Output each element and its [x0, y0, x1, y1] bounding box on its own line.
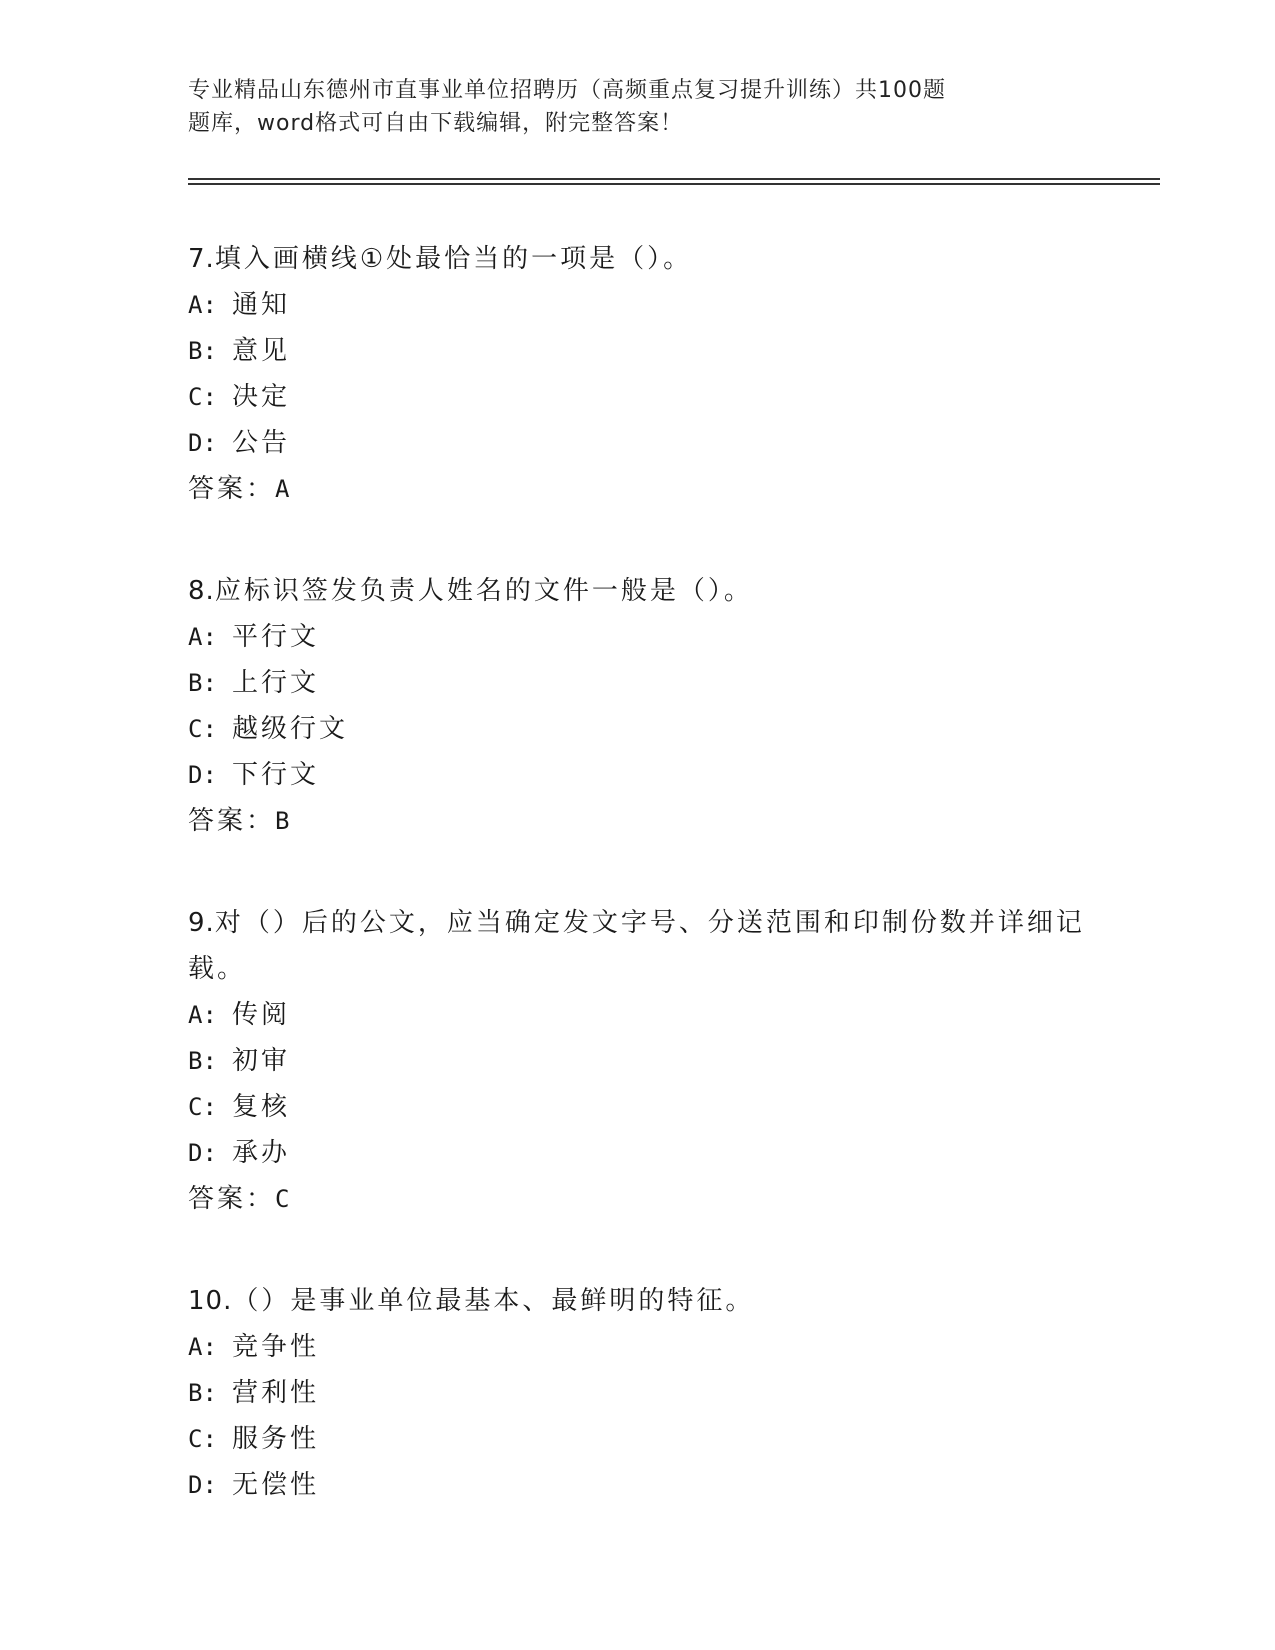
option-text: 初审 [232, 1046, 291, 1076]
option-key: C: [188, 383, 217, 411]
option-key: B: [188, 1047, 217, 1075]
option-text: 公告 [232, 428, 291, 458]
question-number: 8. [188, 576, 215, 606]
question-stem: 应标识签发负责人姓名的文件一般是（）。 [214, 576, 753, 606]
option-text: 传阅 [232, 1000, 291, 1030]
option-text: 承办 [232, 1138, 291, 1168]
option-c [188, 1084, 1088, 1130]
option-c [188, 1416, 1088, 1462]
option-d [188, 1130, 1088, 1176]
option-text: 意见 [232, 336, 291, 366]
answer-value: B [275, 807, 292, 835]
option-text: 通知 [232, 290, 291, 320]
option-key: D: [188, 1139, 217, 1167]
option-a [188, 614, 1088, 660]
option-d [188, 420, 1088, 466]
option-b [188, 328, 1088, 374]
option-key: C: [188, 1425, 217, 1453]
header-line-2: 题库，word格式可自由下载编辑，附完整答案！ [188, 111, 684, 136]
header-divider-bottom [188, 183, 1160, 185]
document-header [188, 74, 1018, 140]
option-key: A: [188, 1333, 217, 1361]
option-b [188, 1038, 1088, 1084]
answer-value: C [275, 1185, 292, 1213]
answer-line [188, 798, 1088, 844]
question-number: 9. [188, 908, 215, 938]
question-stem: （）是事业单位最基本、最鲜明的特征。 [232, 1286, 755, 1316]
question-text [188, 568, 1088, 614]
option-key: B: [188, 669, 217, 697]
option-text: 平行文 [232, 622, 320, 652]
answer-label: 答案： [188, 1184, 276, 1214]
option-text: 服务性 [232, 1424, 320, 1454]
option-key: D: [188, 429, 217, 457]
question-text [188, 236, 1088, 282]
question-stem: 对（）后的公文，应当确定发文字号、分送范围和印制份数并详细记载。 [188, 908, 1085, 984]
option-b [188, 1370, 1088, 1416]
option-key: B: [188, 337, 217, 365]
option-a [188, 1324, 1088, 1370]
option-c [188, 706, 1088, 752]
option-text: 竞争性 [232, 1332, 320, 1362]
answer-label: 答案： [188, 474, 276, 504]
option-b [188, 660, 1088, 706]
option-text: 复核 [232, 1092, 291, 1122]
answer-line [188, 466, 1088, 512]
question-number: 7. [188, 244, 215, 274]
option-key: A: [188, 623, 217, 651]
option-key: D: [188, 1471, 217, 1499]
option-key: C: [188, 1093, 217, 1121]
header-line-1: 专业精品山东德州市直事业单位招聘历（高频重点复习提升训练）共100题 [188, 78, 946, 103]
question-item [188, 236, 1088, 512]
option-a [188, 992, 1088, 1038]
answer-value: A [275, 475, 292, 503]
option-a [188, 282, 1088, 328]
question-item [188, 1278, 1088, 1508]
question-item [188, 900, 1088, 1222]
answer-label: 答案： [188, 806, 276, 836]
option-key: C: [188, 715, 217, 743]
header-divider-top [188, 178, 1160, 180]
option-d [188, 752, 1088, 798]
question-text [188, 900, 1088, 992]
option-key: B: [188, 1379, 217, 1407]
question-text [188, 1278, 1088, 1324]
option-text: 决定 [232, 382, 291, 412]
option-text: 无偿性 [232, 1470, 320, 1500]
answer-line [188, 1176, 1088, 1222]
question-list [188, 236, 1088, 1564]
option-text: 上行文 [232, 668, 320, 698]
option-key: D: [188, 761, 217, 789]
option-key: A: [188, 1001, 217, 1029]
question-stem: 填入画横线①处最恰当的一项是（）。 [214, 244, 693, 274]
option-text: 下行文 [232, 760, 320, 790]
option-d [188, 1462, 1088, 1508]
question-item [188, 568, 1088, 844]
option-text: 越级行文 [232, 714, 349, 744]
option-key: A: [188, 291, 217, 319]
option-c [188, 374, 1088, 420]
option-text: 营利性 [232, 1378, 320, 1408]
question-number: 10. [188, 1286, 233, 1316]
